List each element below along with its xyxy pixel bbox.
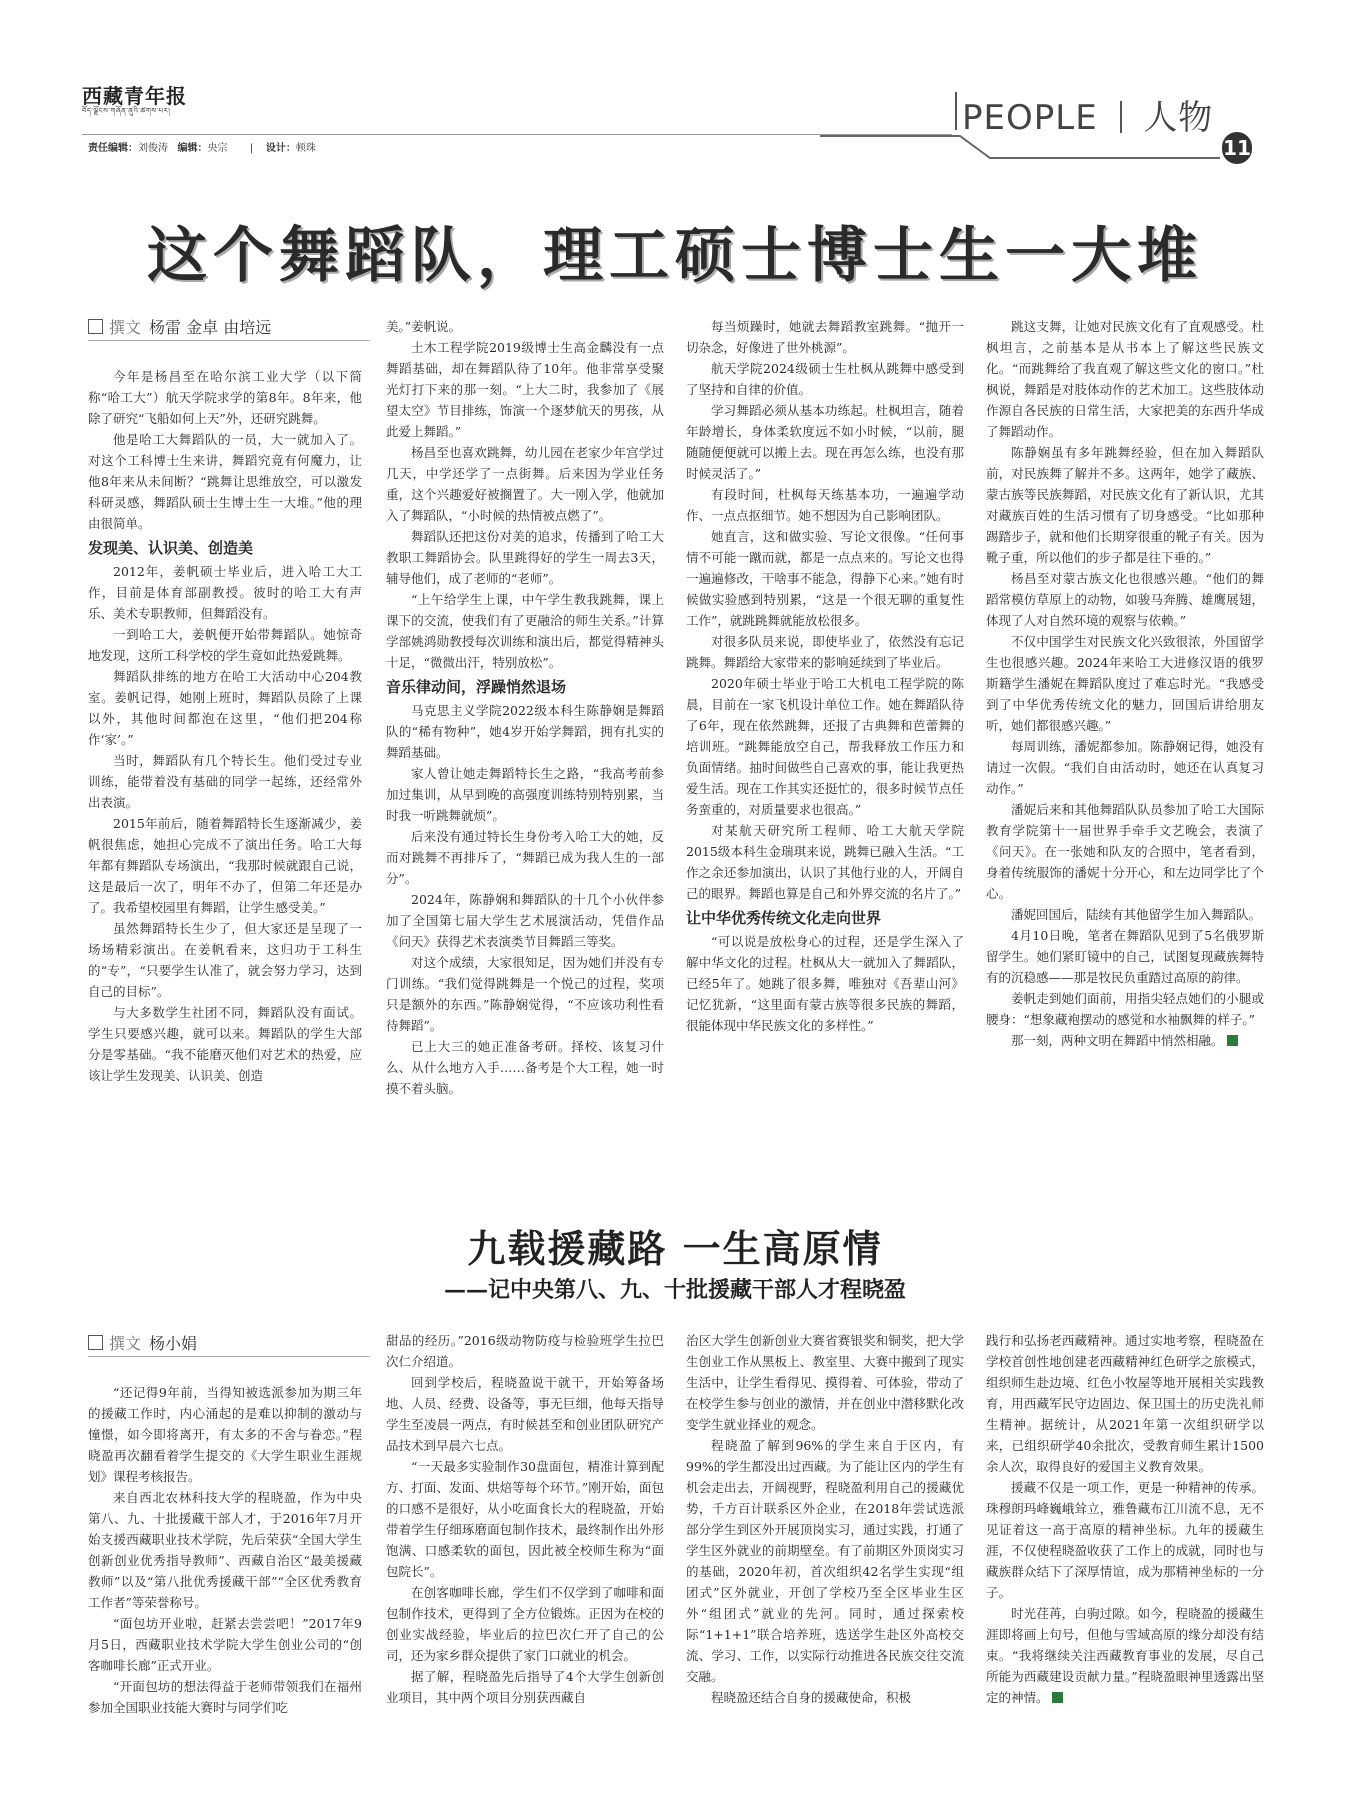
paragraph: 杨昌至也喜欢跳舞，幼儿园在老家少年宫学过几天，中学还学了一点街舞。后来因为学业任务重，这个兴趣爱好被搁置了。大一刚入学，他就加入了舞蹈队，“小时候的热情被点燃了”。 — [386, 445, 664, 523]
paragraph: 今年是杨昌至在哈尔滨工业大学（以下简称“哈工大”）航天学院求学的第8年。8年来，他除了研究“飞船如何上天”外，还研究跳舞。 — [88, 369, 362, 426]
section-label — [962, 90, 1213, 139]
paragraph: “还记得9年前，当得知被选派参加为期三年的援藏工作时，内心涌起的是难以抑制的激动与憧憬，如今即将离开，有太多的不舍与眷恋。”程晓盈再次翻看着学生提交的《大学生职业生涯规划》课程考核报告。 — [88, 1385, 362, 1484]
paragraph: 对这个成绩，大家很知足，因为她们并没有专门训练。“我们觉得跳舞是一个悦己的过程，奖项只是额外的东西。”陈静娴觉得，“不应该功利性看待舞蹈”。 — [386, 955, 664, 1033]
paragraph: 姜帆走到她们面前，用指尖轻点她们的小腿或腰身：“想象藏袍摆动的感觉和水袖飘舞的样子。” — [986, 991, 1264, 1027]
pen-icon — [88, 1335, 103, 1350]
paragraph: 一到哈工大，姜帆便开始带舞蹈队。她惊奇地发现，这所工科学校的学生竟如此热爱跳舞。 — [88, 627, 362, 663]
paragraph: 践行和弘扬老西藏精神。通过实地考察，程晓盈在学校首创性地创建老西藏精神红色研学之旅模式，组织师生赴边境、红色小牧屋等地开展相关实践教育，用西藏军民守边固边、保卫国土的历史洗礼师生精神。据统计，从2021年第一次组织研学以来，已组织研学40余批次，受教育师生累计1500余人次，取得良好的爱国主义教育效果。 — [986, 1333, 1264, 1474]
paragraph: 回到学校后，程晓盈说干就干，开始筹备场地、人员、经费、设备等，事无巨细，他每天指导学生至凌晨一两点，有时候甚至和创业团队研究产品技术到早晨六七点。 — [386, 1375, 664, 1453]
section-divider — [1120, 101, 1122, 133]
paragraph: 她直言，这和做实验、写论文很像。“任何事情不可能一蹴而就，都是一点点来的。写论文也得一遍遍修改，干啥事不能急，得静下心来。”她有时候做实验感到特别累，“这是一个很无聊的重复性工作”，就跳跳舞就能放松很多。 — [686, 529, 964, 628]
paragraph: 在创客咖啡长廊，学生们不仅学到了咖啡和面包制作技术，更得到了全方位锻炼。正因为在校的创业实战经验，毕业后的拉巴次仁开了自己的公司，还为家乡群众提供了家门口就业的机会。 — [386, 1585, 664, 1663]
section-en: PEOPLE — [962, 98, 1098, 138]
paragraph: 潘妮回国后，陆续有其他留学生加入舞蹈队。 — [1011, 907, 1262, 922]
paragraph: 时光荏苒，白驹过隙。如今，程晓盈的援藏生涯即将画上句号，但他与雪域高原的缘分却没有结束。“我将继续关注西藏教育事业的发展，尽自己所能为西藏建设贡献力量。”程晓盈眼神里透露出坚定的神情。 — [986, 1606, 1264, 1705]
paragraph: 不仅中国学生对民族文化兴致很浓，外国留学生也很感兴趣。2024年来哈工大进修汉语的俄罗斯籍学生潘妮在舞蹈队度过了难忘时光。“我感受到了中华优秀传统文化的魅力，回国后讲给朋友听，她们都很感兴趣。” — [986, 634, 1264, 733]
end-mark-icon — [1227, 1035, 1238, 1046]
paragraph: “一天最多实验制作30盘面包，精准计算到配方、打面、发面、烘焙等每个环节。”刚开始，面包的口感不是很好，从小吃面食长大的程晓盈，开始带着学生仔细琢磨面包制作技术，最终制作出外形饱满、口感柔软的面包，因此被全校师生称为“面包院长”。 — [386, 1459, 664, 1579]
paragraph: 2012年，姜帆硕士毕业后，进入哈工大工作，目前是体育部副教授。彼时的哈工大有声乐、美术专职教师，但舞蹈没有。 — [88, 564, 362, 621]
section-heading: 让中华优秀传统文化走向世界 — [686, 909, 882, 927]
section-cn: 人物 — [1143, 98, 1214, 138]
article1-col1 — [88, 366, 362, 1086]
paragraph: 甜品的经历。”2016级动物防疫与检验班学生拉巴次仁介绍道。 — [386, 1333, 664, 1369]
paragraph: 陈静娴虽有多年跳舞经验，但在加入舞蹈队前，对民族舞了解并不多。这两年，她学了藏族、蒙古族等民族舞蹈，对民族文化有了新认识，尤其对藏族百姓的生活习惯有了切身感受。“比如那种踢踏步子，就和他们长期穿很重的靴子有关。因为靴子重，所以他们的步子都是往下垂的。” — [986, 445, 1264, 565]
paragraph: 据了解，程晓盈先后指导了4个大学生创新创业项目，其中两个项目分别获西藏自 — [386, 1669, 664, 1705]
byline-rule — [88, 340, 370, 341]
paragraph: 与大多数学生社团不同，舞蹈队没有面试。学生只要感兴趣，就可以来。舞蹈队的学生大部分是零基础。“我不能磨灭他们对艺术的热爱，应该让学生发现美、认识美、创造 — [88, 1005, 362, 1083]
article2-headline: 九载援藏路 一生高原情 — [467, 1227, 883, 1271]
design-name: 顿珠 — [295, 143, 316, 154]
paragraph: 马克思主义学院2022级本科生陈静娴是舞蹈队的“稀有物种”，她4岁开始学舞蹈，拥有扎实的舞蹈基础。 — [386, 703, 664, 760]
edit-name: 央宗 — [207, 143, 228, 154]
paragraph: 程晓盈了解到96%的学生来自于区内，有99%的学生都没出过西藏。为了能让区内的学生有机会走出去，开阔视野，程晓盈利用自己的援藏优势，千方百计联系区外企业，在2018年尝试选派部分学生到区外开展顶岗实习，通过实践，打通了学生区外就业的前期壁垒。有了前期区外顶岗实习的基础，2020年初，首次组织42名学生实现“组团式”区外就业，开创了学校乃至全区毕业生区外“组团式”就业的先河。同时，通过探索校际“1+1+1”联合培养班，选送学生赴区外高校交流、学习、工作，以实际行动推进各民族交往交流交融。 — [686, 1438, 964, 1684]
paragraph: 他是哈工大舞蹈队的一员，大一就加入了。对这个工科博士生来讲，舞蹈究竟有何魔力，让他8年来从未间断？“跳舞让思维放空，可以激发科研灵感，舞蹈队硕士生博士生一大堆。”他的理由很简单。 — [88, 432, 362, 531]
article2-col1 — [88, 1382, 362, 1718]
paragraph: 每周训练，潘妮都参加。陈静娴记得，她没有请过一次假。“我们自由活动时，她还在认真复习动作。” — [986, 739, 1264, 796]
article2-col3 — [686, 1330, 964, 1708]
byline-label: 撰文 — [109, 318, 142, 337]
credits-separator: | — [249, 143, 254, 154]
paragraph: 程晓盈还结合自身的援藏使命，积极 — [711, 1690, 912, 1705]
article1-col2 — [386, 316, 664, 1099]
article2-byline — [88, 1331, 197, 1354]
paragraph: “开面包坊的想法得益于老师带领我们在福州参加全国职业技能大赛时与同学们吃 — [88, 1679, 362, 1715]
editor-label: 责任编辑： — [88, 143, 138, 154]
paragraph: “可以说是放松身心的过程，还是学生深入了解中华文化的过程。杜枫从大一就加入了舞蹈队，已经5年了。她跳了很多舞，唯独对《吾辈山河》记忆犹新，“这里面有蒙古族等很多民族的舞蹈，很能体现中华民族文化的多样性。” — [686, 934, 964, 1033]
article1-byline — [88, 315, 271, 338]
paragraph: 每当烦躁时，她就去舞蹈教室跳舞。“抛开一切杂念，好像进了世外桃源”。 — [686, 319, 964, 355]
paragraph: 治区大学生创新创业大赛省赛银奖和铜奖，把大学生创业工作从黑板上、教室里、大赛中搬到了现实生活中，让学生看得见、摸得着、可体验，带动了在校学生参与创业的激情，并在创业中潜移默化改变学生就业择业的观念。 — [686, 1333, 964, 1432]
paragraph: 有段时间，杜枫每天练基本功，一遍遍学动作、一点点抠细节。她不想因为自己影响团队。 — [686, 487, 964, 523]
article2-subhead: ——记中央第八、九、十批援藏干部人才程晓盈 — [443, 1277, 906, 1303]
masthead-title: 西藏青年报 — [82, 84, 187, 108]
pen-icon — [88, 319, 103, 334]
article2-col4 — [986, 1330, 1264, 1708]
byline-label: 撰文 — [109, 1334, 142, 1353]
edit-label: 编辑： — [177, 143, 208, 154]
page-number: 11 — [1222, 132, 1252, 164]
article1-col3 — [686, 316, 964, 1036]
paragraph: 学习舞蹈必须从基本功练起。杜枫坦言，随着年龄增长，身体柔软度远不如小时候，“以前，腿随随便便就可以搬上去。现在再怎么练，也没有那时候灵活了。” — [686, 403, 964, 481]
paragraph: 对某航天研究所工程师、哈工大航天学院2015级本科生金瑞琪来说，跳舞已融入生活。“工作之余还参加演出，认识了其他行业的人，开阔自己的眼界。舞蹈也算是自己和外界交流的名片了。” — [686, 823, 964, 901]
paragraph: 当时，舞蹈队有几个特长生。他们受过专业训练，能带着没有基础的同学一起练，还经常外出表演。 — [88, 753, 362, 810]
article1-headline: 这个舞蹈队，理工硕士博士生一大堆 — [147, 221, 1203, 291]
paragraph: 4月10日晚，笔者在舞蹈队见到了5名俄罗斯留学生。她们紧盯镜中的自己，试图复现藏族舞特有的沉稳感——那是牧民负重踏过高原的韵律。 — [986, 928, 1264, 985]
article1-col4 — [986, 316, 1264, 1051]
paragraph: 2024年，陈静娴和舞蹈队的十几个小伙伴参加了全国第七届大学生艺术展演活动，凭借作品《问天》获得艺术表演类节目舞蹈三等奖。 — [386, 892, 664, 949]
design-label: 设计： — [265, 143, 296, 154]
paragraph: 那一刻，两种文明在舞蹈中悄然相融。 — [986, 1030, 1264, 1051]
paragraph: 舞蹈队还把这份对美的追求，传播到了哈工大教职工舞蹈协会。队里跳得好的学生一周去3天，辅导他们，成了老师的“老师”。 — [386, 529, 664, 586]
editor-name: 刘俊涛 — [138, 143, 168, 154]
article1-authors: 杨雷 金卓 由培远 — [149, 318, 272, 337]
section-heading: 发现美、认识美、创造美 — [88, 539, 254, 557]
article2-authors: 杨小娟 — [149, 1334, 198, 1353]
paragraph: 杨昌至对蒙古族文化也很感兴趣。“他们的舞蹈常模仿草原上的动物，如骏马奔腾、雄鹰展翅，体现了人对自然环境的观察与依赖。” — [986, 571, 1264, 628]
paragraph: 土木工程学院2019级博士生高金麟没有一点舞蹈基础，却在舞蹈队待了10年。他非常享受聚光灯打下来的那一刻。“上大二时，我参加了《展望太空》节目排练，饰演一个逐梦航天的男孩，从此爱上舞蹈。” — [386, 340, 664, 439]
paragraph: 虽然舞蹈特长生少了，但大家还是呈现了一场场精彩演出。在姜帆看来，这归功于工科生的“专”，“只要学生认准了，就会努力学习，达到自己的目标”。 — [88, 921, 362, 999]
paragraph: 来自西北农林科技大学的程晓盈，作为中央第八、九、十批援藏干部人才，于2016年7月开始支援西藏职业技术学院，先后荣获“全国大学生创新创业优秀指导教师”、西藏自治区“最美援藏教师”以及“第八批优秀援藏干部”“全区优秀教育工作者”等荣誉称号。 — [88, 1490, 362, 1610]
paragraph: 2015年前后，随着舞蹈特长生逐渐减少，姜帆很焦虑，她担心完成不了演出任务。哈工大每年都有舞蹈队专场演出，“我那时候就跟自己说，这是最后一次了，明年不办了，但第二年还是办了。我希望校园里有舞蹈，让学生感受美。” — [88, 816, 362, 915]
paragraph: 舞蹈队排练的地方在哈工大活动中心204教室。姜帆记得，她刚上班时，舞蹈队员除了上课以外，其他时间都泡在这里，“他们把204称作‘家’。” — [88, 669, 362, 747]
paragraph: 潘妮后来和其他舞蹈队队员参加了哈工大国际教育学院第十一届世界手牵手文艺晚会，表演了《问天》。在一张她和队友的合照中，笔者看到，身着传统服饰的潘妮十分开心，和左边同学比了个心。 — [986, 802, 1264, 901]
paragraph: 对很多队员来说，即使毕业了，依然没有忘记跳舞。舞蹈给大家带来的影响延续到了毕业后。 — [686, 634, 964, 670]
paragraph: 美。”姜帆说。 — [386, 319, 462, 334]
paragraph: 2020年硕士毕业于哈工大机电工程学院的陈晨，目前在一家飞机设计单位工作。她在舞蹈队待了6年，现在依然跳舞，还报了古典舞和芭蕾舞的培训班。“跳舞能放空自己，帮我释放工作压力和负面情绪。抽时间做些自己喜欢的事，能让我更热爱生活。现在工作其实还挺忙的，很多时候节点任务蛮重的，对质量要求也很高。” — [686, 676, 964, 817]
section-heading: 音乐律动间，浮躁悄然退场 — [386, 678, 567, 696]
credits — [88, 139, 316, 154]
masthead-subtitle: བོད་ལྗོངས་གཞོན་ནུའི་ཚགས་པར། — [82, 107, 171, 115]
end-mark-icon — [1052, 1692, 1063, 1703]
paragraph: 跳这支舞，让她对民族文化有了直观感受。杜枫坦言，之前基本是从书本上了解这些民族文化。“而跳舞给了我直观了解这些文化的窗口。”杜枫说，舞蹈是对肢体动作的艺术加工。这些肢体动作源自各民族的日常生活，大家把美的东西升华成了舞蹈动作。 — [986, 319, 1264, 439]
paragraph: 援藏不仅是一项工作，更是一种精神的传承。珠穆朗玛峰巍峨耸立，雅鲁藏布江川流不息，无不见证着这一高于高原的精神坐标。九年的援藏生涯，不仅使程晓盈收获了工作上的成就，同时也与藏族群众结下了深厚情谊，成为那精神坐标的一分子。 — [986, 1480, 1264, 1600]
paragraph: 航天学院2024级硕士生杜枫从跳舞中感受到了坚持和自律的价值。 — [686, 361, 964, 397]
paragraph: 已上大三的她正准备考研。择校、该复习什么、从什么地方入手……备考是个大工程，她一时摸不着头脑。 — [386, 1039, 664, 1096]
section-divider-left — [955, 92, 957, 130]
paragraph: “上午给学生上课，中午学生教我跳舞，课上课下的交流，使我们有了更融洽的师生关系。”计算学部姚鸿勋教授每次训练和演出后，都觉得精神头十足，“微微出汗，特别放松”。 — [386, 592, 664, 670]
byline-rule — [88, 1356, 370, 1357]
paragraph: 后来没有通过特长生身份考入哈工大的她，反而对跳舞不再排斥了，“舞蹈已成为我人生的一部分”。 — [386, 829, 664, 886]
paragraph: 家人曾让她走舞蹈特长生之路，“我高考前参加过集训，从早到晚的高强度训练特别特别累，当时我一听跳舞就烦”。 — [386, 766, 664, 823]
paragraph: “面包坊开业啦，赶紧去尝尝吧！”2017年9月5日，西藏职业技术学院大学生创业公司的“创客咖啡长廊”正式开业。 — [88, 1616, 362, 1673]
article2-col2 — [386, 1330, 664, 1708]
